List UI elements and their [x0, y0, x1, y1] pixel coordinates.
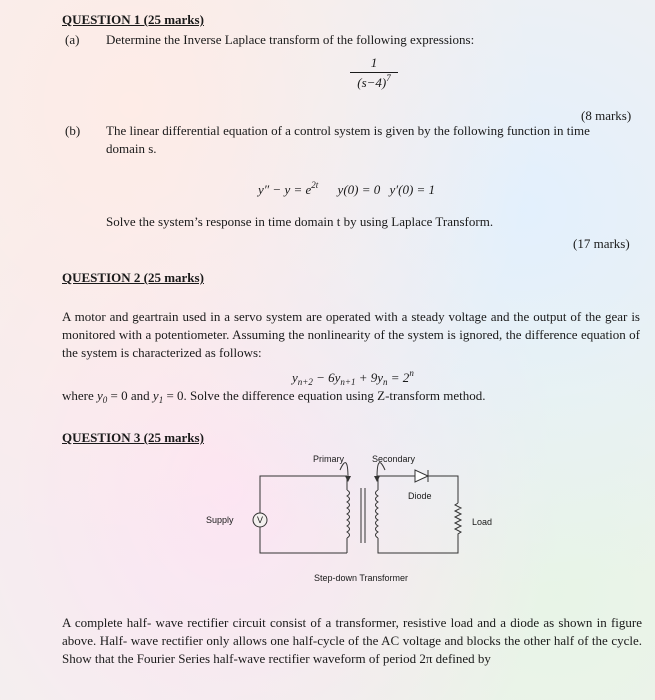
- q1a-label: (a): [65, 32, 80, 47]
- secondary-coil: [376, 490, 379, 538]
- primary-coil: [347, 490, 350, 538]
- initial-condition-2: y′(0) = 1: [389, 182, 436, 197]
- label-diode: Diode: [408, 491, 432, 501]
- q2-paragraph: A motor and geartrain used in a servo system are operated with a steady voltage and the output of the gear is monitored with a potentiometer. Assuming the nonlinearity of the system is ignored, the difference equation of the system is characterized as follows:: [62, 309, 640, 360]
- q1-heading: QUESTION 1 (25 marks): [62, 12, 204, 27]
- label-secondary: Secondary: [372, 454, 416, 464]
- q2-heading: QUESTION 2 (25 marks): [62, 270, 204, 285]
- initial-condition-1: y(0) = 0: [337, 182, 381, 197]
- q1b-marks: (17 marks): [573, 236, 630, 251]
- rectifier-circuit-figure: [200, 448, 500, 590]
- secondary-arrowhead-icon: [374, 476, 380, 482]
- load-resistor-icon: [455, 503, 461, 538]
- label-supply: Supply: [206, 515, 234, 525]
- q1b-text-line1: The linear differential equation of a control system is given by the following function in time: [106, 123, 590, 138]
- label-primary: Primary: [313, 454, 344, 464]
- q2-where-line: where $y_0 = 0$ and $y_1 = 0$. Solve the difference equation using Z-transform method.: [62, 388, 486, 405]
- q2-difference-equation: $y_{n+2} - 6y_{n+1} + 9y_n = 2^n$: [292, 368, 414, 387]
- q1b-equation: $y'' - y = e^{2t}$ y(0) = 0 y′(0) = 1: [258, 180, 436, 197]
- secondary-wire-top: [378, 476, 415, 490]
- label-v: V: [257, 515, 264, 525]
- primary-wire: [260, 476, 347, 553]
- q1b-label: (b): [65, 123, 81, 138]
- fraction-numerator: 1: [350, 55, 398, 73]
- diode-icon: [415, 470, 428, 482]
- label-load: Load: [472, 517, 493, 527]
- q1a-fraction: [350, 55, 398, 91]
- fraction-denominator: $(s-4)^7$: [357, 73, 391, 90]
- primary-arrowhead-icon: [345, 476, 351, 482]
- q1a-text: Determine the Inverse Laplace transform of the following expressions:: [106, 32, 475, 47]
- q3-heading: QUESTION 3 (25 marks): [62, 430, 204, 445]
- q1a-marks: (8 marks): [581, 108, 632, 123]
- figure-caption: Step-down Transformer: [314, 573, 409, 583]
- q3-paragraph: A complete half- wave rectifier circuit consist of a transformer, resistive load and a diode as shown in figure above. Half- wave rectifier only allows one half-cycle of the AC voltage and blocks the other half of the cycle. Show that the Fourier Series half-wave rectifier waveform of period 2π defined by: [62, 615, 642, 666]
- q1b-solve-text: Solve the system’s response in time domain t by using Laplace Transform.: [106, 214, 494, 229]
- q1b-text-line2: domain s.: [106, 141, 157, 156]
- secondary-wire-bottom: [378, 538, 458, 553]
